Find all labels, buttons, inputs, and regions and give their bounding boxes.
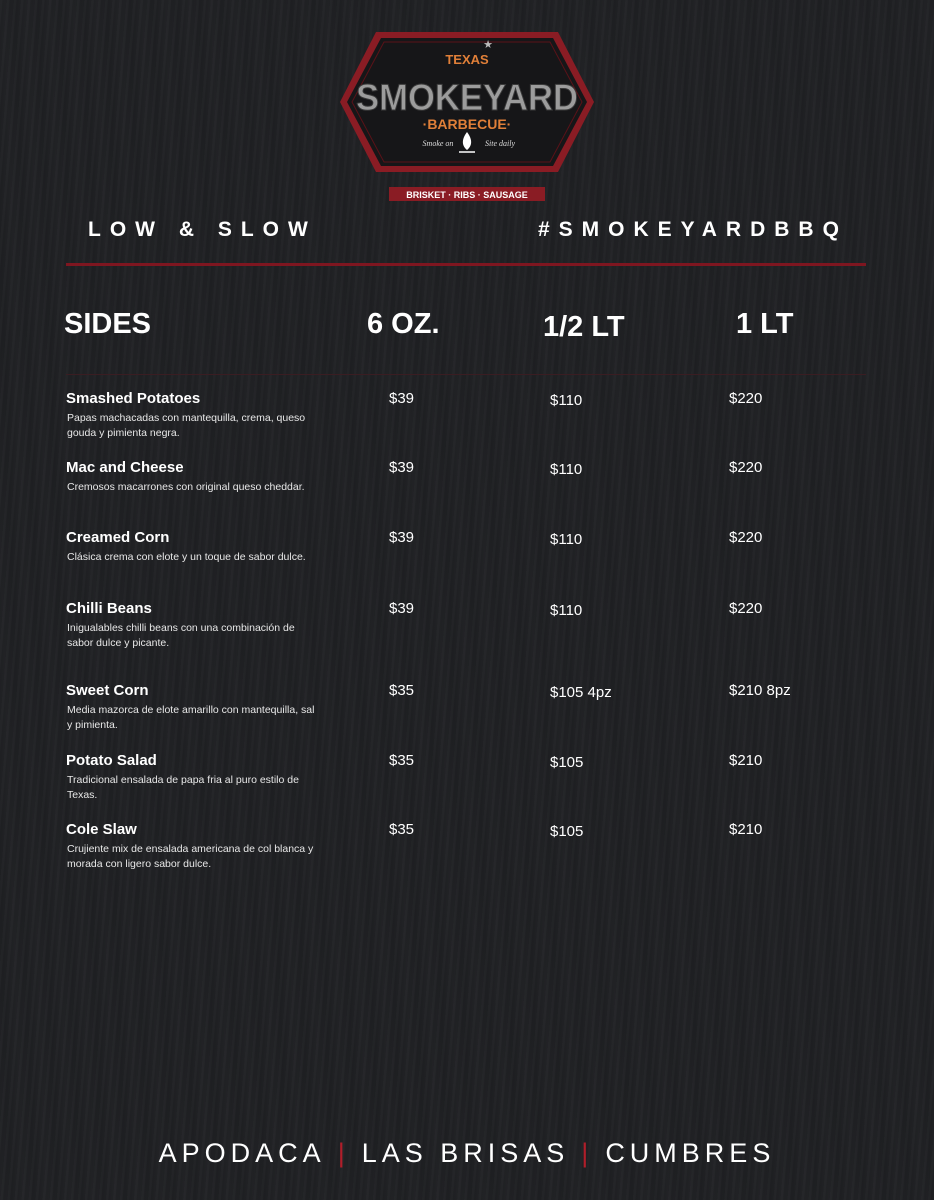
price-1-liter: $220 (729, 390, 763, 407)
menu-item-smashed-potatoes (66, 390, 866, 450)
column-header-half-liter: 1/2 LT (543, 311, 625, 343)
smokeyard-logo (338, 24, 596, 206)
item-name: Mac and Cheese (66, 459, 184, 476)
location-separator: | (337, 1138, 350, 1168)
logo-slogan-left: Smoke on (422, 139, 454, 148)
menu-item-potato-salad (66, 752, 866, 812)
price-1-liter: $220 (729, 459, 763, 476)
item-description: Media mazorca de elote amarillo con mantequilla, sal y pimienta. (67, 704, 315, 731)
price-half-liter: $110 (550, 602, 583, 619)
item-description: Clásica crema con elote y un toque de sabor dulce. (67, 551, 306, 563)
price-6oz: $39 (389, 390, 415, 407)
column-header-6oz: 6 OZ. (367, 308, 440, 340)
price-half-liter: $110 (550, 461, 583, 478)
price-half-liter: $110 (550, 392, 583, 409)
item-name: Potato Salad (66, 752, 157, 769)
price-6oz: $39 (389, 600, 415, 617)
item-name: Creamed Corn (66, 529, 170, 546)
price-6oz: $35 (389, 752, 415, 769)
logo-sub: ·BARBECUE· (422, 116, 512, 132)
price-1-liter: $210 (729, 821, 763, 838)
location-apodaca: APODACA (158, 1138, 326, 1168)
item-description: Inigualables chilli beans con una combinación de sabor dulce y picante. (67, 622, 295, 649)
price-half-liter: $105 4pz (550, 684, 612, 701)
tagline-hashtag: #SMOKEYARDBBQ (538, 218, 848, 241)
menu-item-cole-slaw (66, 821, 866, 881)
column-header-sides: SIDES (64, 308, 152, 340)
item-description: Cremosos macarrones con original queso cheddar. (67, 481, 305, 493)
item-description: Crujiente mix de ensalada americana de col blanca y morada con ligero sabor dulce. (67, 843, 314, 870)
tagline-low-slow: LOW & SLOW (88, 218, 317, 241)
price-half-liter: $105 (550, 823, 584, 840)
star-icon: ★ (483, 38, 493, 51)
column-header-1-liter: 1 LT (736, 308, 794, 340)
price-6oz: $35 (389, 682, 415, 699)
item-description: Papas machacadas con mantequilla, crema, queso gouda y pimienta negra. (67, 412, 306, 439)
price-half-liter: $110 (550, 531, 583, 548)
logo-badge (338, 24, 596, 206)
footer-locations (0, 1138, 934, 1169)
logo-slogan-right: Site daily (485, 139, 515, 148)
price-6oz: $39 (389, 529, 415, 546)
item-name: Chilli Beans (66, 600, 152, 617)
price-1-liter: $210 (729, 752, 763, 769)
location-cumbres: CUMBRES (605, 1138, 776, 1168)
item-name: Cole Slaw (66, 821, 137, 838)
price-1-liter: $220 (729, 600, 763, 617)
header-divider (66, 263, 866, 266)
logo-brand: SMOKEYARD (356, 77, 578, 118)
logo-top-text: TEXAS (445, 52, 489, 67)
menu-item-sweet-corn (66, 682, 866, 742)
price-half-liter: $105 (550, 754, 584, 771)
price-1-liter: $210 8pz (729, 682, 791, 699)
price-6oz: $35 (389, 821, 415, 838)
price-1-liter: $220 (729, 529, 763, 546)
location-separator: | (581, 1138, 594, 1168)
logo-ribbon: BRISKET · RIBS · SAUSAGE (406, 190, 528, 200)
table-divider (66, 374, 866, 375)
menu-item-creamed-corn (66, 529, 866, 589)
price-6oz: $39 (389, 459, 415, 476)
menu-item-chilli-beans (66, 600, 866, 660)
item-name: Smashed Potatoes (66, 390, 201, 407)
location-las-brisas: LAS BRISAS (361, 1138, 570, 1168)
item-name: Sweet Corn (66, 682, 149, 699)
menu-item-mac-and-cheese (66, 459, 866, 519)
item-description: Tradicional ensalada de papa fria al puro estilo de Texas. (67, 774, 299, 801)
